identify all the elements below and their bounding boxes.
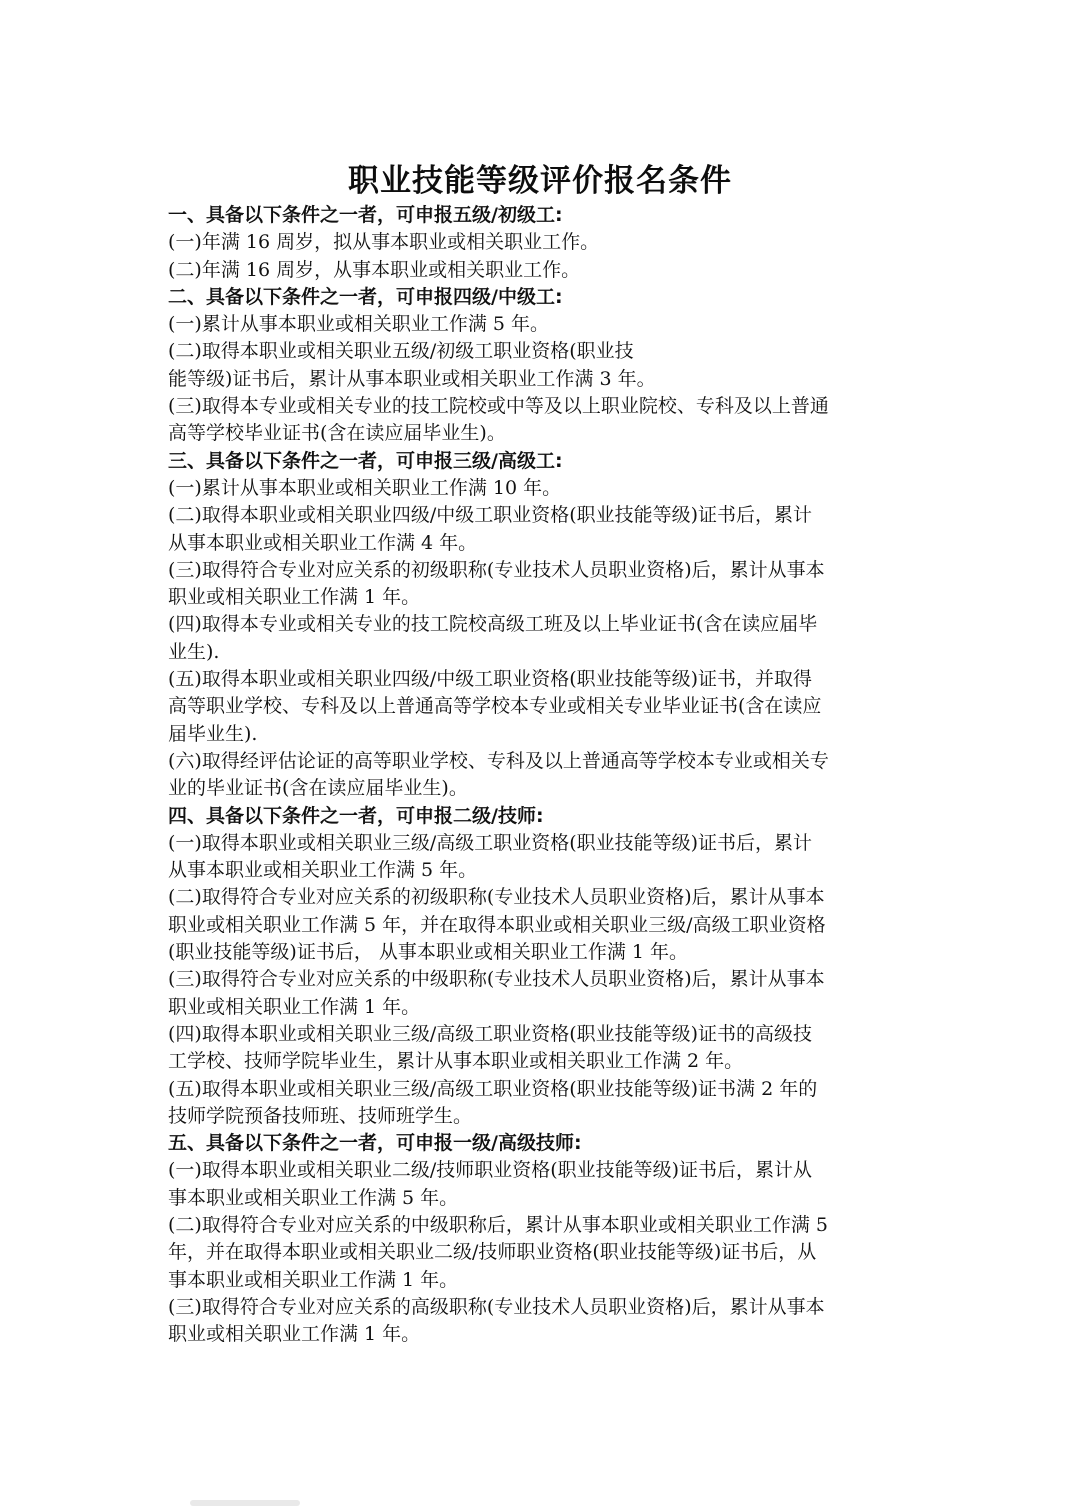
body-line: 事本职业或相关职业工作满 1 年。 bbox=[168, 1268, 459, 1291]
body-line: 职业或相关职业工作满 5 年，并在取得本职业或相关职业三级/高级工职业资格 bbox=[168, 913, 826, 936]
body-line: 高等学校毕业证书(含在读应届毕业生)。 bbox=[168, 422, 506, 445]
body-line: (三)取得符合专业对应关系的高级职称(专业技术人员职业资格)后，累计从事本 bbox=[168, 1295, 825, 1318]
body-line: 工学校、技师学院毕业生，累计从事本职业或相关职业工作满 2 年。 bbox=[168, 1050, 744, 1073]
body-line: (二)取得本职业或相关职业四级/中级工职业资格(职业技能等级)证书后，累计 bbox=[168, 504, 813, 527]
body-line: (一)取得本职业或相关职业二级/技师职业资格(职业技能等级)证书后，累计从 bbox=[168, 1159, 813, 1182]
body-line: 事本职业或相关职业工作满 5 年。 bbox=[168, 1186, 459, 1209]
body-line: 从事本职业或相关职业工作满 4 年。 bbox=[168, 531, 478, 554]
body-line: (三)取得符合专业对应关系的中级职称(专业技术人员职业资格)后，累计从事本 bbox=[168, 968, 825, 991]
scan-artifact bbox=[190, 1500, 300, 1506]
body-line: (二)取得符合专业对应关系的初级职称(专业技术人员职业资格)后，累计从事本 bbox=[168, 886, 825, 909]
body-line: 业的毕业证书(含在读应届毕业生)。 bbox=[168, 777, 468, 800]
body-line: (二)取得本职业或相关职业五级/初级工职业资格(职业技 bbox=[168, 340, 634, 363]
body-line: 年，并在取得本职业或相关职业二级/技师职业资格(职业技能等级)证书后，从 bbox=[168, 1241, 817, 1264]
body-line: 届毕业生). bbox=[168, 722, 258, 745]
document-body bbox=[168, 202, 910, 1348]
body-line: 业生). bbox=[168, 640, 220, 663]
body-line: (二)年满 16 周岁，从事本职业或相关职业工作。 bbox=[168, 258, 581, 281]
body-line: (一)累计从事本职业或相关职业工作满 5 年。 bbox=[168, 313, 549, 336]
body-line: 职业或相关职业工作满 1 年。 bbox=[168, 586, 421, 609]
section-heading: 三、具备以下条件之一者，可申报三级/高级工: bbox=[168, 449, 563, 472]
body-line: (一)取得本职业或相关职业三级/高级工职业资格(职业技能等级)证书后，累计 bbox=[168, 831, 813, 854]
body-line: (一)累计从事本职业或相关职业工作满 10 年。 bbox=[168, 476, 562, 499]
body-line: (四)取得本职业或相关职业三级/高级工职业资格(职业技能等级)证书的高级技 bbox=[168, 1022, 813, 1045]
body-line: (四)取得本专业或相关专业的技工院校高级工班及以上毕业证书(含在读应届毕 bbox=[168, 613, 818, 636]
body-line: (三)取得本专业或相关专业的技工院校或中等及以上职业院校、专科及以上普通 bbox=[168, 395, 829, 418]
body-line: 职业或相关职业工作满 1 年。 bbox=[168, 1323, 421, 1346]
body-line: (五)取得本职业或相关职业三级/高级工职业资格(职业技能等级)证书满 2 年的 bbox=[168, 1077, 818, 1100]
body-line: (六)取得经评估论证的高等职业学校、专科及以上普通高等学校本专业或相关专 bbox=[168, 749, 829, 772]
section-heading: 五、具备以下条件之一者，可申报一级/高级技师: bbox=[168, 1132, 582, 1155]
body-line: (职业技能等级)证书后， 从事本职业或相关职业工作满 1 年。 bbox=[168, 941, 689, 964]
section-heading: 一、具备以下条件之一者，可申报五级/初级工: bbox=[168, 204, 563, 226]
body-line: (二)取得符合专业对应关系的中级职称后，累计从事本职业或相关职业工作满 5 bbox=[168, 1213, 828, 1236]
section-heading: 二、具备以下条件之一者，可申报四级/中级工: bbox=[168, 285, 563, 308]
section-heading: 四、具备以下条件之一者，可申报二级/技师: bbox=[168, 804, 544, 827]
document-title: 职业技能等级评价报名条件 bbox=[348, 163, 732, 199]
body-line: 技师学院预备技师班、技师班学生。 bbox=[168, 1104, 473, 1127]
body-line: 高等职业学校、专科及以上普通高等学校本专业或相关专业毕业证书(含在读应 bbox=[168, 695, 822, 718]
body-line: 职业或相关职业工作满 1 年。 bbox=[168, 995, 421, 1018]
body-line: (五)取得本职业或相关职业四级/中级工职业资格(职业技能等级)证书，并取得 bbox=[168, 668, 813, 691]
body-line: 从事本职业或相关职业工作满 5 年。 bbox=[168, 859, 478, 882]
body-line: 能等级)证书后，累计从事本职业或相关职业工作满 3 年。 bbox=[168, 367, 656, 390]
body-line: (三)取得符合专业对应关系的初级职称(专业技术人员职业资格)后，累计从事本 bbox=[168, 558, 825, 581]
body-line: (一)年满 16 周岁，拟从事本职业或相关职业工作。 bbox=[168, 231, 600, 254]
